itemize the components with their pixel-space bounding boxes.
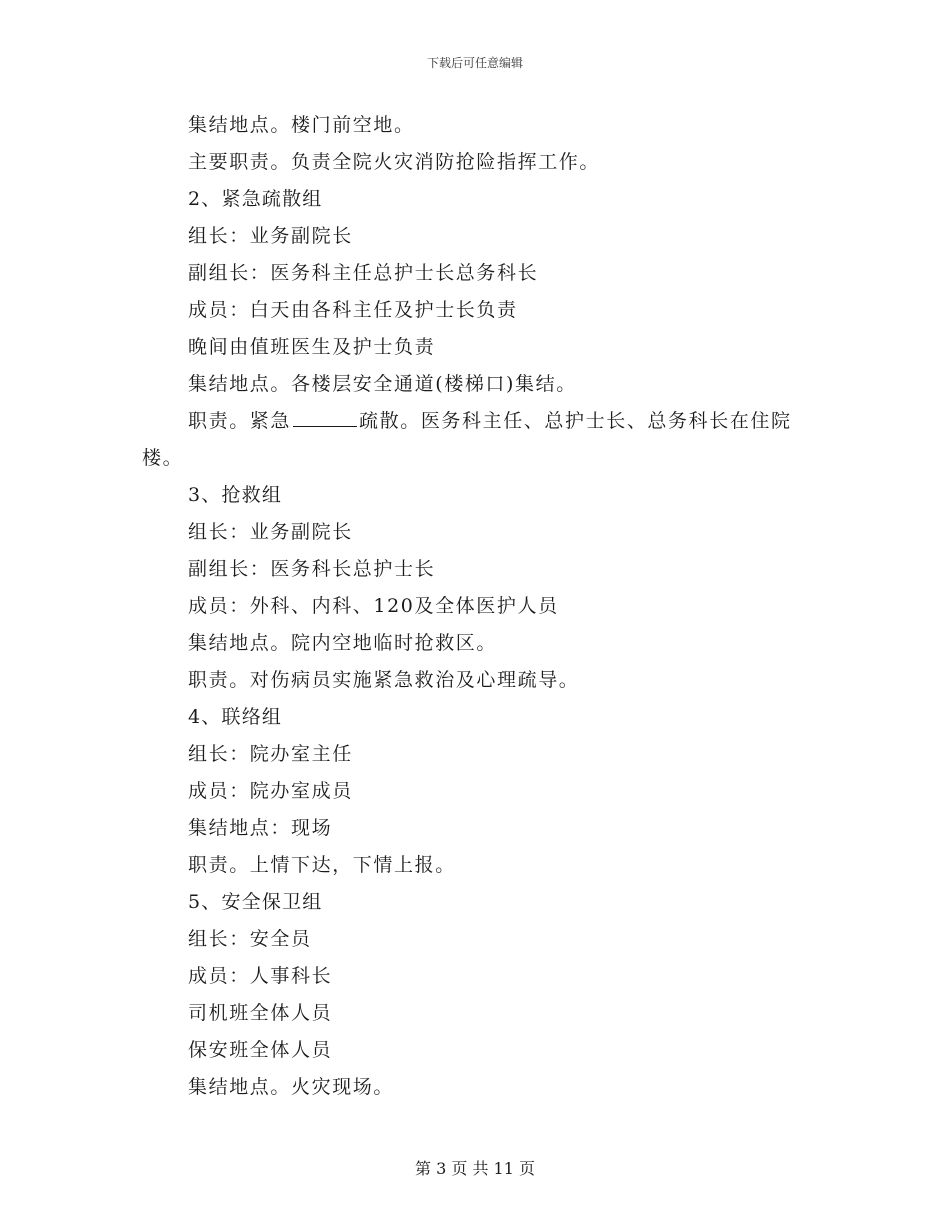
text-line: 组长：安全员 xyxy=(188,928,312,950)
section-heading: 2、紧急疏散组 xyxy=(188,188,323,210)
text-segment: 职责。紧急 xyxy=(188,410,292,432)
text-line: 集结地点。院内空地临时抢救区。 xyxy=(188,632,498,654)
text-line: 副组长：医务科长总护士长 xyxy=(188,558,436,580)
text-line: 晚间由值班医生及护士负责 xyxy=(188,336,436,358)
text-line: 副组长：医务科主任总护士长总务科长 xyxy=(188,262,539,284)
text-line: 集结地点。楼门前空地。 xyxy=(188,114,415,136)
text-line-continuation: 楼。 xyxy=(142,447,184,469)
text-line: 成员：院办室成员 xyxy=(188,780,353,802)
page-header-note: 下载后可任意编辑 xyxy=(426,56,523,70)
text-line: 集结地点。各楼层安全通道(楼梯口)集结。 xyxy=(188,373,577,395)
fill-in-blank xyxy=(293,404,357,427)
text-segment: 疏散。医务科主任、总护士长、总务科长在住院 xyxy=(359,410,792,432)
text-line: 司机班全体人员 xyxy=(188,1002,333,1024)
text-line-with-blank xyxy=(142,403,802,440)
text-line: 职责。对伤病员实施紧急救治及心理疏导。 xyxy=(188,669,580,691)
text-line: 职责。上情下达，下情上报。 xyxy=(188,854,456,876)
section-heading: 3、抢救组 xyxy=(188,484,283,506)
text-line: 主要职责。负责全院火灾消防抢险指挥工作。 xyxy=(188,151,601,173)
text-line: 集结地点。火灾现场。 xyxy=(188,1076,395,1098)
text-line: 集结地点：现场 xyxy=(188,817,333,839)
text-line: 组长：业务副院长 xyxy=(188,521,353,543)
text-line: 成员：外科、内科、120及全体医护人员 xyxy=(188,595,559,617)
section-heading: 4、联络组 xyxy=(188,706,283,728)
page-number-footer: 第 3 页 共 11 页 xyxy=(415,1159,535,1178)
text-line: 成员：白天由各科主任及护士长负责 xyxy=(188,299,518,321)
section-heading: 5、安全保卫组 xyxy=(188,891,323,913)
text-line: 保安班全体人员 xyxy=(188,1039,333,1061)
document-body xyxy=(142,107,802,1106)
text-line: 组长：院办室主任 xyxy=(188,743,353,765)
text-line: 组长：业务副院长 xyxy=(188,225,353,247)
text-line: 成员：人事科长 xyxy=(188,965,333,987)
